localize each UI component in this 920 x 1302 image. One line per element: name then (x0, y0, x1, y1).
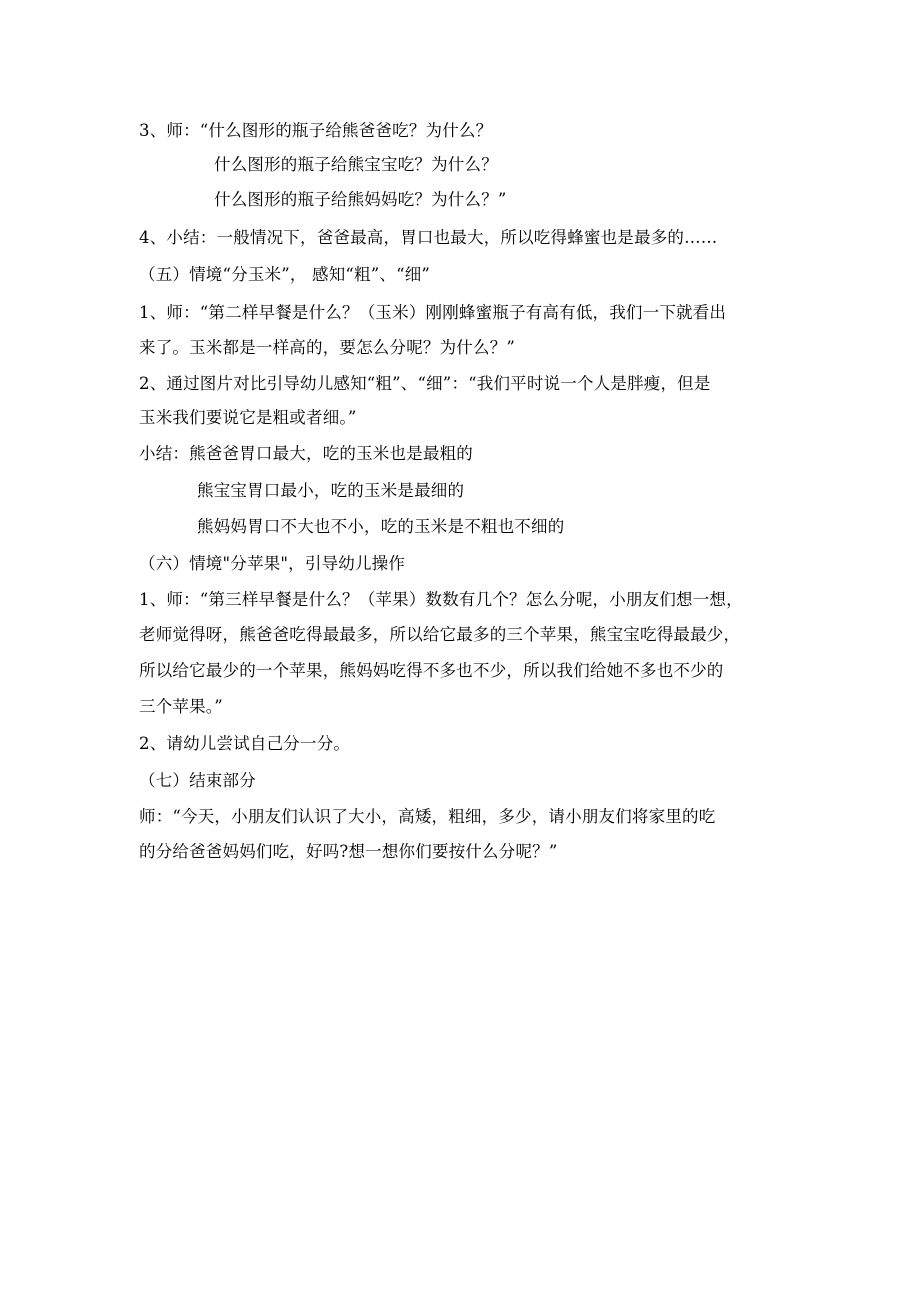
paragraph-line: 什么图形的瓶子给熊妈妈吃？为什么？” (214, 190, 507, 209)
paragraph-line: 的分给爸爸妈妈们吃，好吗?想一想你们要按什么分呢？” (139, 842, 558, 861)
paragraph-line: 小结：熊爸爸胃口最大，吃的玉米也是最粗的 (139, 444, 473, 463)
section-heading: （六）情境"分苹果"，引导幼儿操作 (139, 554, 406, 573)
paragraph-line: 2、通过图片对比引导幼儿感知“粗”、“细”：“我们平时说一个人是胖瘦，但是 (139, 374, 711, 393)
paragraph-line: 玉米我们要说它是粗或者细。” (139, 408, 357, 427)
paragraph-line: 熊宝宝胃口最小，吃的玉米是最细的 (197, 481, 465, 500)
paragraph-line: 老师觉得呀，熊爸爸吃得最最多，所以给它最多的三个苹果，熊宝宝吃得最最少， (139, 625, 741, 644)
paragraph-line: 师：“今天，小朋友们认识了大小，高矮，粗细，多少，请小朋友们将家里的吃 (139, 807, 716, 826)
paragraph-line: 熊妈妈胃口不大也不小，吃的玉米是不粗也不细的 (197, 517, 565, 536)
paragraph-line: 2、请幼儿尝试自己分一分。 (139, 734, 351, 753)
paragraph-line: 1、师：“第二样早餐是什么？（玉米）刚刚蜂蜜瓶子有高有低，我们一下就看出 (139, 303, 727, 322)
paragraph-line: 什么图形的瓶子给熊宝宝吃？为什么？ (214, 155, 498, 174)
paragraph-line: 1、师：“第三样早餐是什么？（苹果）数数有几个？怎么分呢，小朋友们想一想， (139, 590, 743, 609)
paragraph-line: 来了。玉米都是一样高的，要怎么分呢？为什么？” (139, 338, 516, 357)
paragraph-line: 所以给它最少的一个苹果，熊妈妈吃得不多也不少，所以我们给她不多也不少的 (139, 661, 724, 680)
section-heading: （七）结束部分 (139, 771, 256, 790)
paragraph-line: 三个苹果。” (139, 697, 223, 716)
paragraph-line: 3、师：“什么图形的瓶子给熊爸爸吃？为什么？ (139, 121, 493, 140)
paragraph-line: 4、小结：一般情况下，爸爸最高，胃口也最大，所以吃得蜂蜜也是最多的…… (139, 228, 718, 247)
section-heading: （五）情境“分玉米”， 感知“粗”、“细” (139, 265, 431, 284)
